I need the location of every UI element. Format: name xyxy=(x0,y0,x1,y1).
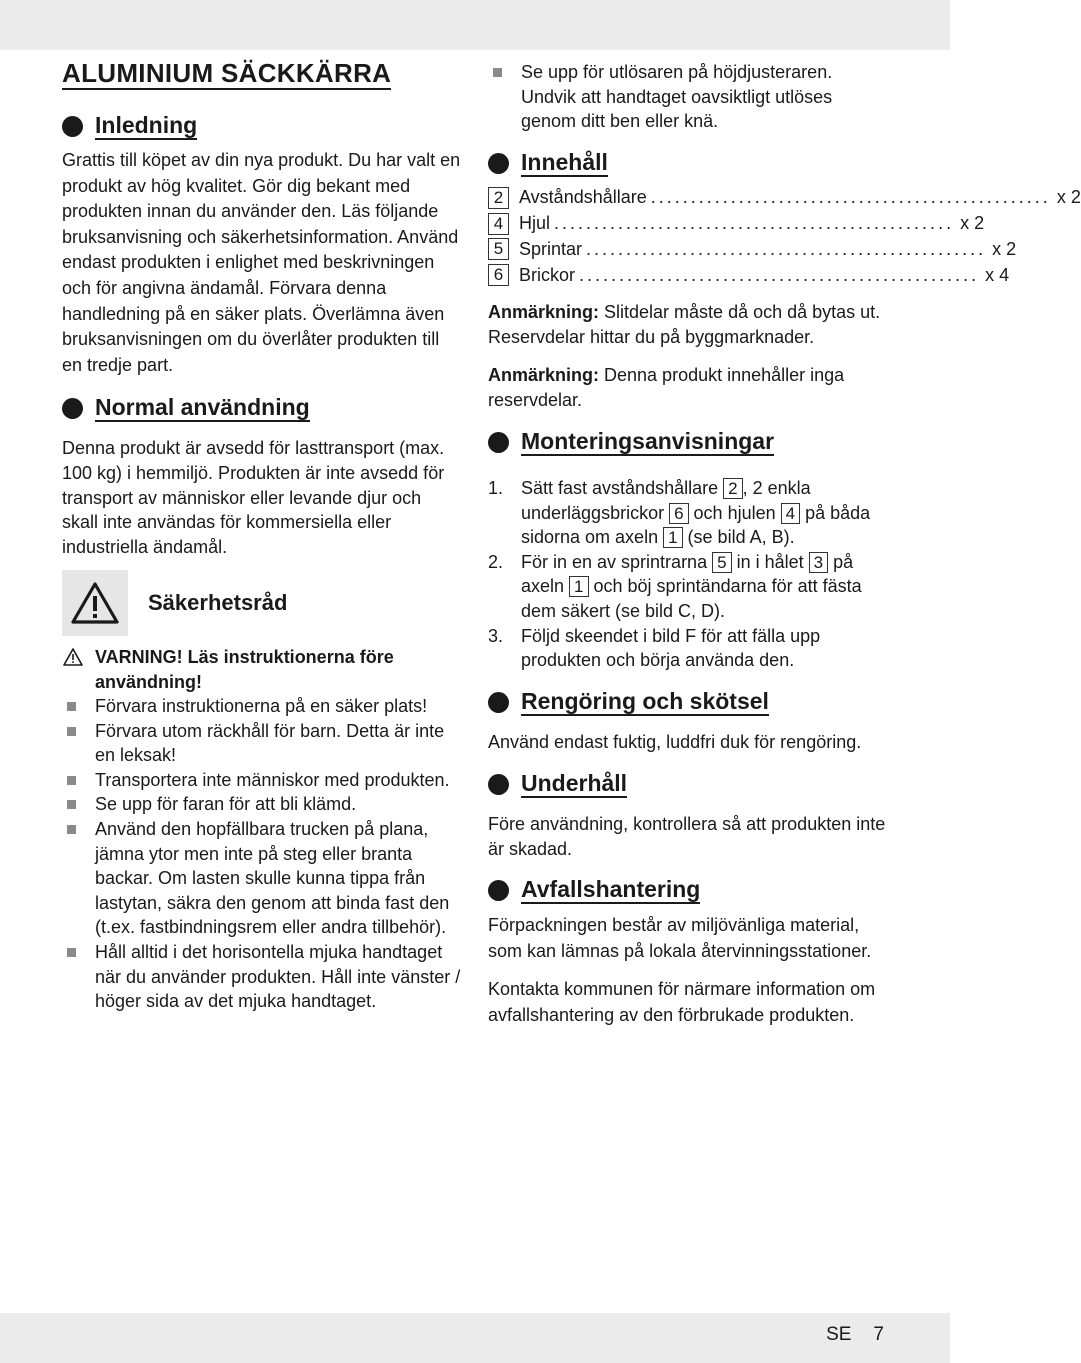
disposal-text-2: Kontakta kommunen för närmare information om avfallshantering av den förbrukade produkten. xyxy=(488,979,876,1025)
square-bullet-icon xyxy=(67,948,76,957)
warning-small-icon xyxy=(62,647,84,667)
bullet-dot-icon xyxy=(488,692,509,713)
part-number: 1 xyxy=(569,576,588,597)
list-item: 6 Brickor .................................................. x 4 xyxy=(488,262,885,288)
left-column xyxy=(62,0,462,1012)
bullet-dot-icon xyxy=(488,774,509,795)
page-number: 7 xyxy=(873,1324,884,1345)
square-bullet-icon xyxy=(493,68,502,77)
section-heading-contents: Innehåll xyxy=(488,149,608,177)
bullet-dot-icon xyxy=(488,153,509,174)
safety-header xyxy=(62,570,287,636)
intro-text: Grattis till köpet av din nya produkt. Du har valt en produkt av hög kvalitet. Gör dig bekant med produkten innan du använder den. Läs följande bruksanvisning och säkerhetsinformation. Använd endast produkten i enlighet med beskrivningen och för angivna ändamål. Förvara denna handledning på en säker plats. Överlämna även bruksanvisningen om du överlåter produkten till en tredje part. xyxy=(62,150,461,375)
list-item: 5 Sprintar .................................................. x 2 xyxy=(488,237,885,263)
footer-band xyxy=(0,1313,950,1363)
list-item: Transportera inte människor med produkten. xyxy=(62,768,462,793)
list-item: Se upp för faran för att bli klämd. xyxy=(62,792,462,817)
square-bullet-icon xyxy=(67,727,76,736)
leader-dots: .................................................. xyxy=(650,187,1051,208)
disposal-text-1: Förpackningen består av miljövänliga material, som kan lämnas på lokala återvinningsstationer. xyxy=(488,915,872,961)
language-code: SE xyxy=(826,1324,852,1345)
section-heading-assembly: Monteringsanvisningar xyxy=(488,428,774,456)
list-item: 2. För in en av sprintrarna 5 in i hålet 3 på axeln 1 och böj sprintändarna för att fästa dem säkert (se bild C, D). xyxy=(488,551,862,621)
part-number: 4 xyxy=(781,503,800,524)
list-item: Använd den hopfällbara trucken på plana, jämna ytor men inte på steg eller branta backar. Om lasten skulle kunna tippa från lastytan, säkra den genom att binda fast den (t.ex. fastbindningsrem eller andra tillbehör). xyxy=(62,817,462,940)
part-number: 5 xyxy=(712,552,731,573)
leader-dots: .................................................. xyxy=(579,264,980,285)
bullet-dot-icon xyxy=(62,398,83,419)
document-title: ALUMINIUM SÄCKKÄRRA xyxy=(62,58,392,88)
contents-list xyxy=(488,185,1081,288)
part-number: 4 xyxy=(488,213,509,235)
part-number: 3 xyxy=(809,552,828,573)
section-heading-cleaning: Rengöring och skötsel xyxy=(488,688,769,716)
assembly-steps xyxy=(488,476,888,673)
list-item: Håll alltid i det horisontella mjuka handtaget när du använder produkten. Håll inte vänster / höger sida av det mjuka handtaget. xyxy=(62,940,462,1014)
list-item: Se upp för utlösaren på höjdjusteraren. Undvik att handtaget oavsiktligt utlöses genom ditt ben eller knä. xyxy=(488,60,888,134)
warning-line: VARNING! Läs instruktionerna före användning! xyxy=(62,645,475,695)
page-footer xyxy=(826,1324,884,1346)
bullet-dot-icon xyxy=(488,880,509,901)
part-number: 6 xyxy=(669,503,688,524)
warning-triangle-icon xyxy=(70,581,120,625)
part-number: 5 xyxy=(488,238,509,260)
part-number: 6 xyxy=(488,264,509,286)
leader-dots: .................................................. xyxy=(586,238,987,259)
part-number: 1 xyxy=(663,527,682,548)
section-heading-normal-use: Normal användning xyxy=(62,394,310,422)
note-wear-parts: Anmärkning: Slitdelar måste då och då bytas ut. Reservdelar hittar du på byggmarknader. xyxy=(488,302,881,347)
warning-box xyxy=(62,570,128,636)
section-heading-intro: Inledning xyxy=(62,112,197,140)
part-number: 2 xyxy=(723,478,742,499)
list-item: 2 Avståndshållare .................................................. x 2 xyxy=(488,185,885,211)
list-item: 1. Sätt fast avståndshållare 2 , 2 enkla underläggsbrickor 6 och hjulen 4 på båda sidorna om axeln 1 (se bild A, B). xyxy=(488,478,871,548)
section-heading-maintenance: Underhåll xyxy=(488,770,627,798)
square-bullet-icon xyxy=(67,702,76,711)
note-spare-parts: Anmärkning: Denna produkt innehåller inga reservdelar. xyxy=(488,365,845,410)
safety-list-continued xyxy=(488,60,888,134)
safety-list xyxy=(62,694,462,1014)
section-heading-disposal: Avfallshantering xyxy=(488,876,700,904)
list-item: 3. Följd skeendet i bild F för att fälla upp produkten och börja använda den. xyxy=(488,625,821,671)
leader-dots: .................................................. xyxy=(554,213,955,234)
maintenance-text: Före användning, kontrollera så att produkten inte är skadad. xyxy=(488,814,886,859)
bullet-dot-icon xyxy=(488,432,509,453)
cleaning-text: Använd endast fuktig, luddfri duk för rengöring. xyxy=(488,732,862,752)
safety-heading: Säkerhetsråd xyxy=(148,590,288,615)
part-number: 2 xyxy=(488,187,509,209)
square-bullet-icon xyxy=(67,776,76,785)
list-item: Förvara utom räckhåll för barn. Detta är inte en leksak! xyxy=(62,719,462,768)
normal-use-text: Denna produkt är avsedd för lasttransport (max. 100 kg) i hemmiljö. Produkten är inte avsedd för transport av människor eller levande djur och skall inte användas för kommersiella eller industriella ändamål. xyxy=(62,438,445,558)
list-item: Förvara instruktionerna på en säker plats! xyxy=(62,694,462,719)
bullet-dot-icon xyxy=(62,116,83,137)
square-bullet-icon xyxy=(67,800,76,809)
list-item: 4 Hjul .................................................. x 2 xyxy=(488,211,885,237)
square-bullet-icon xyxy=(67,825,76,834)
